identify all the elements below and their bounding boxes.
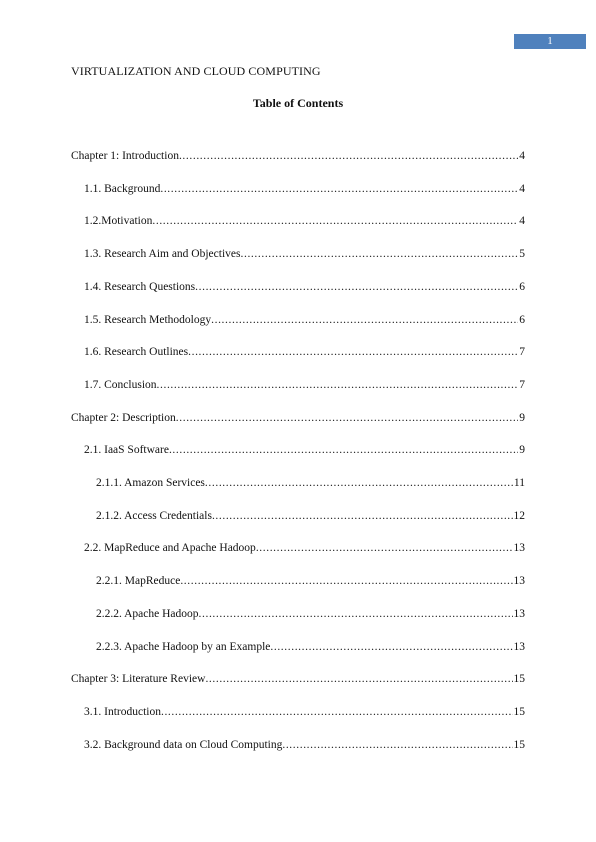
toc-entry-text: 2.2.1. MapReduce xyxy=(96,575,181,587)
toc-entry[interactable] xyxy=(96,508,525,524)
dot-leader xyxy=(179,148,518,164)
toc-entry[interactable] xyxy=(96,475,525,491)
toc-entry[interactable] xyxy=(84,442,525,458)
toc-entry-page: 7 xyxy=(519,379,525,391)
dot-leader xyxy=(282,737,512,753)
toc-entry[interactable] xyxy=(71,148,525,164)
toc-entry-text: 2.1.1. Amazon Services xyxy=(96,477,205,489)
toc-entry-page: 15 xyxy=(513,673,525,685)
dot-leader xyxy=(270,639,512,655)
toc-entry-text: 1.5. Research Methodology xyxy=(84,314,212,326)
toc-entry[interactable] xyxy=(84,181,525,197)
toc-entry-page: 9 xyxy=(519,444,525,456)
toc-entry-page: 6 xyxy=(519,314,525,326)
page-number: 1 xyxy=(547,35,553,47)
toc-entry[interactable] xyxy=(96,606,525,622)
dot-leader xyxy=(211,312,518,328)
toc-entry-text: Chapter 1: Introduction xyxy=(71,150,179,162)
dot-leader xyxy=(157,377,519,393)
toc-title: Table of Contents xyxy=(252,96,344,110)
dot-leader xyxy=(160,181,518,197)
toc-entry-page: 12 xyxy=(513,510,525,522)
dot-leader xyxy=(205,475,513,491)
dot-leader xyxy=(161,704,513,720)
toc-entry-text: 1.3. Research Aim and Objectives xyxy=(84,248,241,260)
toc-entry-page: 13 xyxy=(513,542,525,554)
toc-entry-page: 6 xyxy=(519,281,525,293)
dot-leader xyxy=(180,573,512,589)
dot-leader xyxy=(176,410,518,426)
toc-entry[interactable] xyxy=(84,246,525,262)
toc-entry-text: 2.1.2. Access Credentials xyxy=(96,510,212,522)
dot-leader xyxy=(195,279,518,295)
toc-entry[interactable] xyxy=(96,639,525,655)
toc-entry-text: 3.2. Background data on Cloud Computing xyxy=(84,739,283,751)
toc-entry-text: 1.4. Research Questions xyxy=(84,281,196,293)
page-number-box xyxy=(514,34,586,49)
toc-entry-text: 2.2.3. Apache Hadoop by an Example xyxy=(96,641,271,653)
toc-entry-page: 9 xyxy=(519,412,525,424)
toc-entry-text: 2.1. IaaS Software xyxy=(84,444,169,456)
toc-entry-text: Chapter 2: Description xyxy=(71,412,176,424)
toc-entry-text: 2.2. MapReduce and Apache Hadoop xyxy=(84,542,256,554)
toc-entry-page: 15 xyxy=(513,706,525,718)
toc-entry-text: Chapter 3: Literature Review xyxy=(71,673,206,685)
toc-entry-page: 4 xyxy=(519,150,525,162)
toc-entry-text: 1.7. Conclusion xyxy=(84,379,157,391)
toc-entry-text: 1.2.Motivation xyxy=(84,215,153,227)
toc-entry[interactable] xyxy=(96,573,525,589)
dot-leader xyxy=(169,442,518,458)
running-head: VIRTUALIZATION AND CLOUD COMPUTING xyxy=(71,64,321,78)
toc-entry[interactable] xyxy=(71,410,525,426)
dot-leader xyxy=(152,213,518,229)
toc-entry-page: 11 xyxy=(513,477,525,489)
toc-entry-page: 13 xyxy=(513,575,525,587)
toc-entry-text: 3.1. Introduction xyxy=(84,706,161,718)
toc-entry-page: 4 xyxy=(519,183,525,195)
toc-entry[interactable] xyxy=(84,312,525,328)
toc-entry[interactable] xyxy=(84,737,525,753)
toc-entry-page: 4 xyxy=(519,215,525,227)
dot-leader xyxy=(256,540,513,556)
toc-entry-text: 1.1. Background xyxy=(84,183,161,195)
dot-leader xyxy=(188,344,518,360)
toc-entry-page: 5 xyxy=(519,248,525,260)
toc-entry-page: 15 xyxy=(513,739,525,751)
dot-leader xyxy=(241,246,519,262)
toc-entry[interactable] xyxy=(84,344,525,360)
dot-leader xyxy=(205,671,512,687)
toc-entry-page: 7 xyxy=(519,346,525,358)
dot-leader xyxy=(212,508,513,524)
toc-entry[interactable] xyxy=(71,671,525,687)
toc-entry[interactable] xyxy=(84,377,525,393)
toc-entry[interactable] xyxy=(84,704,525,720)
toc-entry-page: 13 xyxy=(513,641,525,653)
toc-entry-text: 2.2.2. Apache Hadoop xyxy=(96,608,199,620)
dot-leader xyxy=(199,606,513,622)
toc-entry[interactable] xyxy=(84,279,525,295)
toc-entry[interactable] xyxy=(84,213,525,229)
toc-entry-page: 13 xyxy=(513,608,525,620)
toc-entry-text: 1.6. Research Outlines xyxy=(84,346,189,358)
toc-entry[interactable] xyxy=(84,540,525,556)
